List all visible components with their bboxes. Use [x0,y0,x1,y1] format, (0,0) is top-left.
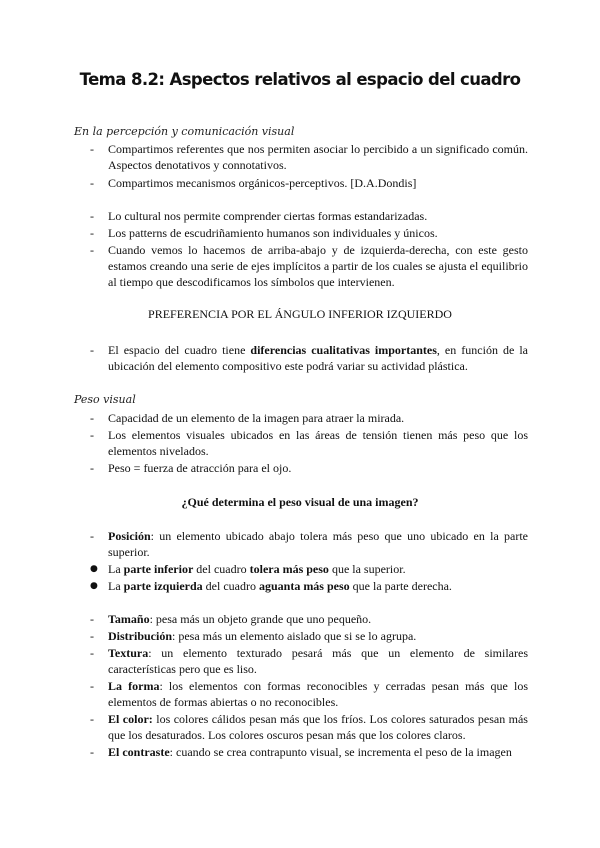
list-item-text: Compartimos referentes que nos permiten asociar lo percibido a un significado común. Aspectos denotativos y connotativos. [108,142,528,172]
dash-marker: - [90,529,94,543]
dot-marker: ● [90,564,98,574]
list-item [90,528,528,560]
list-item [90,561,528,577]
list-item [90,141,528,173]
dash-marker: - [90,343,94,357]
list-item-text: Textura: un elemento texturado pesará más que un elemento de similares características pero que es liso. [108,646,528,676]
dot-marker: ● [90,581,98,591]
list-item [90,175,528,191]
dash-marker: - [90,679,94,693]
list-item [90,342,528,374]
section-heading-percepcion: En la percepción y comunicación visual [74,125,295,138]
list-item [90,678,528,710]
list-item-text: La forma: los elementos con formas reconocibles y cerradas pesan más que los elementos de formas abiertas o no reconocibles. [108,679,528,709]
list-item-text: Los patterns de escudriñamiento humanos son individuales y únicos. [108,226,438,240]
section-heading-peso: Peso visual [74,393,136,406]
dash-marker: - [90,646,94,660]
preferencia-heading: PREFERENCIA POR EL ÁNGULO INFERIOR IZQUIERDO [148,307,452,321]
list-item [90,242,528,290]
list-item [90,628,528,644]
question-heading: ¿Qué determina el peso visual de una imagen? [181,495,419,509]
list-item [90,410,528,426]
list-item-text: Los elementos visuales ubicados en las áreas de tensión tienen más peso que los elementos nivelados. [108,428,528,458]
list-item-text: Distribución: pesa más un elemento aislado que si se lo agrupa. [108,629,417,643]
dash-marker: - [90,629,94,643]
list-item [90,208,528,224]
dash-marker: - [90,209,94,223]
emphasis: Posición [108,529,151,543]
list-item [90,611,528,627]
list-item-text: Peso = fuerza de atracción para el ojo. [108,461,292,475]
list-item-text: Lo cultural nos permite comprender ciertas formas estandarizadas. [108,209,428,223]
dash-marker: - [90,461,94,475]
dash-marker: - [90,428,94,442]
list-item [90,578,528,594]
list-item-text: Cuando vemos lo hacemos de arriba-abajo y de izquierda-derecha, con este gesto estamos creando una serie de ejes implícitos a partir de los cuales se ajusta el equilibrio al tiempo que descodificamos los símbolos que intervienen. [108,243,528,289]
list-item [90,427,528,459]
list-item-text: Tamaño: pesa más un objeto grande que uno pequeño. [108,612,372,626]
dash-marker: - [90,712,94,726]
list-item-text: Compartimos mecanismos orgánicos-perceptivos. [D.A.Dondis] [108,176,417,190]
list-item [90,225,528,241]
emphasis: diferencias cualitativas importantes [250,343,437,357]
dash-marker: - [90,612,94,626]
dash-marker: - [90,176,94,190]
list-item [90,645,528,677]
list-item-text: Capacidad de un elemento de la imagen para atraer la mirada. [108,411,405,425]
list-item [90,460,528,476]
list-item-text: El espacio del cuadro tiene diferencias cualitativas importantes, en función de la ubicación del elemento compositivo este podrá variar su actividad plástica. [108,343,528,373]
list-item-text: Posición: un elemento ubicado abajo tolera más peso que uno ubicado en la parte superior. [108,529,528,559]
dash-marker: - [90,226,94,240]
page-title: Tema 8.2: Aspectos relativos al espacio del cuadro [79,70,521,89]
list-item-text: El contraste: cuando se crea contrapunto visual, se incrementa el peso de la imagen [108,745,512,759]
list-item [90,744,528,760]
dash-marker: - [90,142,94,156]
dash-marker: - [90,243,94,257]
dash-marker: - [90,745,94,759]
list-item-text: La parte inferior del cuadro tolera más peso que la superior. [108,562,406,576]
dash-marker: - [90,411,94,425]
list-item-text: La parte izquierda del cuadro aguanta más peso que la parte derecha. [108,579,452,593]
list-item-text: El color: los colores cálidos pesan más que los fríos. Los colores saturados pesan más que los desaturados. Los colores oscuros pesan más que los colores claros. [108,712,528,742]
list-item [90,711,528,743]
